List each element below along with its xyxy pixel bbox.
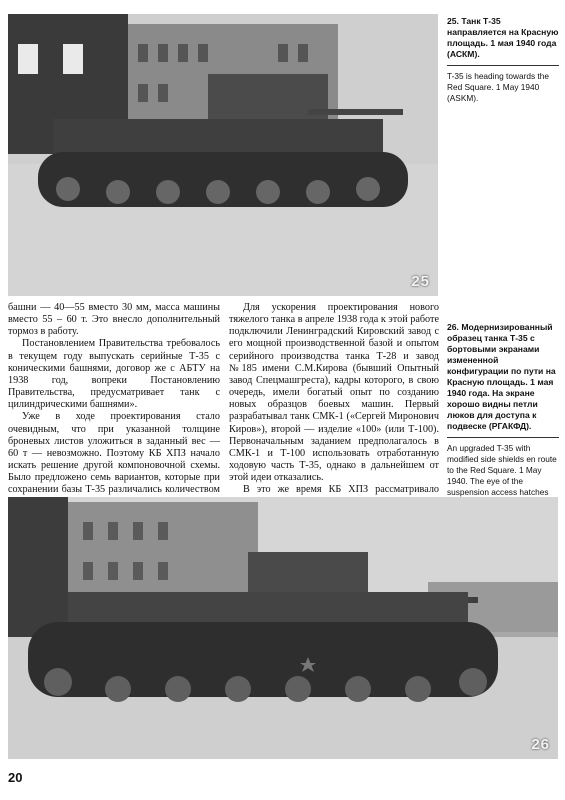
paragraph: Для ускорения проектирования нового тяжелого танка в апреле 1938 года к этой работе подключили Ленинградский Кировский завод с его мощной производственной базой и опытом серийного производства танка Т-28 и завод №185 имени С.М.Кирова (бывший Опытный завод Спецмашгреста), кадры которого, в свою очередь, имели богатый опыт по созданию новых образцов боевых машин. Первый разрабатывал танк СМК-1 («Сергей Миронович Киров»), второй — изделие «100» (или Т-100). Первоначальным заданием предполагалось в СМК-1 и Т-100 использовать отработанную ходовую часть Т-35, однако в дальнейшем от этой идеи отказались. bbox=[229, 302, 439, 484]
text-column-1 bbox=[8, 302, 220, 509]
text-column-2 bbox=[229, 302, 439, 509]
photo-tank-26 bbox=[8, 497, 558, 759]
page-number: 20 bbox=[8, 770, 23, 785]
caption-russian: 26. Модернизированный образец танка Т-35 с бортовыми экранами измененной конфигурации по пути на Красную площадь. 1 мая 1940 года. На экране хорошо видны петли люков для доступа к подвеске (РГАКФД). bbox=[447, 322, 556, 431]
photo-number: 26 bbox=[531, 736, 550, 753]
caption-divider bbox=[447, 437, 559, 438]
paragraph: башни — 40—55 вместо 30 мм, масса машины вместо 55 – 60 т. Это внесло дополнительный тормоз в работу. bbox=[8, 302, 220, 338]
caption-russian: 25. Танк Т-35 направляется на Красную площадь. 1 мая 1940 года (АСКМ). bbox=[447, 16, 559, 59]
tank-photo-illustration bbox=[8, 14, 438, 296]
photo-number: 25 bbox=[411, 273, 430, 290]
caption-english: An upgraded T-35 with modified side shields en route to the Red Square. 1 May 1940. The eye of the suspension access hatches bbox=[447, 443, 557, 497]
paragraph: Уже в ходе проектирования стало очевидным, что при указанной толщине броневых листов уложиться в заданный вес — 60 т — невозможно. Поэтому КБ ХПЗ начало искать решение другой компоновочной схемы. Было предложено семь вариантов, которые при сохранении базы Т-35 различались количеством bbox=[8, 411, 220, 496]
caption-divider bbox=[447, 65, 559, 66]
tank-photo-illustration bbox=[8, 497, 558, 759]
paragraph: В это же время КБ ХПЗ рассматривало bbox=[243, 484, 439, 496]
photo-tank-25 bbox=[8, 14, 438, 296]
caption-english: T-35 is heading towards the Red Square. 1 May 1940 (ASKM). bbox=[447, 71, 549, 103]
paragraph: Постановлением Правительства требовалось в текущем году выпускать серийные Т-35 с коническими башнями, договор же с АБТУ на 1938 год, вопреки Постановлению Правительства, предусматривает танк с цилиндрическими башнями». bbox=[8, 338, 220, 411]
caption-photo-26 bbox=[447, 322, 559, 520]
caption-photo-25 bbox=[447, 16, 559, 104]
